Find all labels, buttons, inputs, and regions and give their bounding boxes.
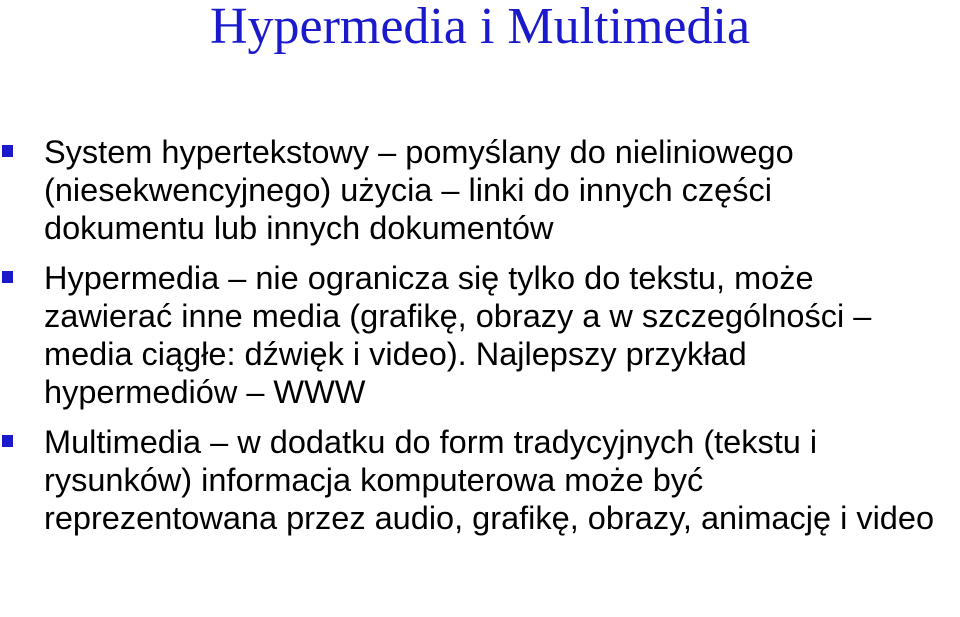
bullet-text: Hypermedia – nie ogranicza się tylko do tekstu, może zawierać inne media (grafikę, obrazy a w szczególności – media ciągłe: dźwięk i video). Najlepszy przykład hypermediów – WWW — [44, 260, 872, 410]
bullet-item — [0, 133, 960, 247]
square-bullet-icon — [2, 271, 13, 283]
square-bullet-icon — [2, 435, 13, 447]
slide-title: Hypermedia i Multimedia — [209, 0, 751, 55]
bullet-list — [0, 133, 960, 552]
bullet-item — [0, 259, 960, 411]
bullet-text: Multimedia – w dodatku do form tradycyjnych (tekstu i rysunków) informacja komputerowa może być reprezentowana przez audio, grafikę, obrazy, animację i video — [44, 424, 935, 536]
square-bullet-icon — [2, 145, 13, 157]
bullet-text: System hypertekstowy – pomyślany do nieliniowego (niesekwencyjnego) użycia – linki do innych części dokumentu lub innych dokumentów — [44, 134, 794, 246]
bullet-item — [0, 423, 960, 537]
